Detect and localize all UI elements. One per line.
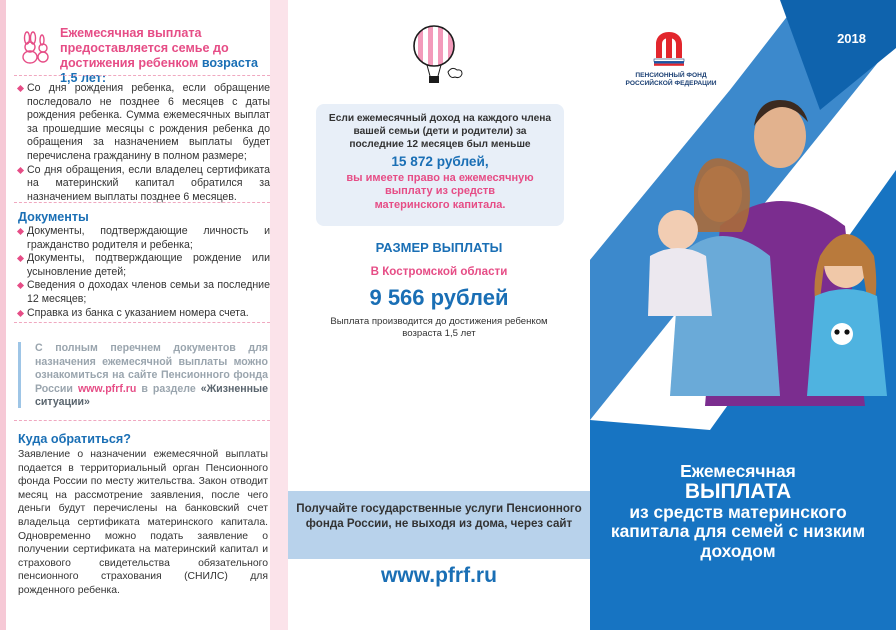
left-panel xyxy=(0,0,288,630)
list-item: Сведения о доходах членов семьи за последние 12 месяцев; xyxy=(18,279,270,306)
list-item: Документы, подтверждающие личность и гражданство родителя и ребенка; xyxy=(18,225,270,252)
payment-amount: 9 566 рублей xyxy=(369,285,509,310)
brochure-title: Ежемесячная ВЫПЛАТА из средств материнского капитала для семей с низким доходом xyxy=(610,461,866,561)
list-item: Документы, подтверждающие рождение или усыновление детей; xyxy=(18,252,270,279)
divider xyxy=(14,202,270,203)
balloon-icon xyxy=(410,22,464,92)
intro-text: Ежемесячная выплата предоставляется семье до достижения ребенком возраста 1,5 лет: xyxy=(60,26,259,85)
income-text: Если ежемесячный доход на каждого члена вашей семьи (дети и родители) за последние 12 месяцев был меньше xyxy=(328,113,552,150)
pfr-logo-icon xyxy=(650,28,688,66)
site-link[interactable]: www.pfrf.ru xyxy=(381,564,497,587)
payment-box xyxy=(298,240,580,340)
income-amount: 15 872 рублей, xyxy=(391,154,489,169)
right-panel xyxy=(590,0,896,630)
services-box: Получайте государственные услуги Пенсионного фонда России, не выходя из дома, через сайт xyxy=(288,491,590,559)
pink-edge-bar xyxy=(0,0,6,630)
documents-title: Документы xyxy=(18,210,89,224)
family-photo xyxy=(620,96,896,426)
where-title: Куда обратиться? xyxy=(18,432,131,446)
payment-title: РАЗМЕР ВЫПЛАТЫ xyxy=(375,240,503,255)
list-item: Со дня обращения, если владелец сертификата на материнский капитал обратился за назначением выплаты позднее 6 месяцев. xyxy=(18,164,270,205)
income-right-text: вы имеете право на ежемесячную выплату из средств материнского капитала. xyxy=(346,172,534,211)
documents-note: С полным перечнем документов для назначения ежемесячной выплаты можно ознакомиться на сайте Пенсионного фонда России www.pfrf.ru в разделе «Жизненные ситуации» xyxy=(18,342,268,408)
divider xyxy=(14,420,270,421)
list-item: Со дня рождения ребенка, если обращение последовало не позднее 6 месяцев с даты рождения ребенка. Сумма ежемесячных выплат за прошедшие месяцы с рождения ребенка до обращения за назначением выплаты будет перечислена гражданину в полном размере; xyxy=(18,82,270,164)
payment-note: Выплата производится до достижения ребенком возраста 1,5 лет xyxy=(330,316,548,339)
divider xyxy=(14,75,270,76)
payment-region: В Костромской области xyxy=(370,265,508,278)
where-text: Заявление о назначении ежемесячной выплаты подается в территориальный орган Пенсионного фонда России по месту жительства. Закон отводит месяц на рассмотрение заявления, после чего деньги будут перечислены на банковский счет владельца сертификата материнского капитала. Одновременно можно подать заявление о получении сертификата на материнский капитал и страхового свидетельства обязательного пенсионного страхования (СНИЛС) для рожденного ребенка. xyxy=(18,449,268,596)
income-condition-box xyxy=(316,104,564,226)
pfr-logo-text: ПЕНСИОННЫЙ ФОНД РОССИЙСКОЙ ФЕДЕРАЦИИ xyxy=(625,72,717,87)
divider xyxy=(14,322,270,323)
conditions-list xyxy=(18,82,270,204)
documents-list xyxy=(18,225,270,320)
list-item: Справка из банка с указанием номера счета. xyxy=(18,307,270,321)
middle-panel xyxy=(288,0,590,630)
site-link[interactable]: www.pfrf.ru xyxy=(77,382,137,395)
year-label: 2018 xyxy=(837,31,866,46)
bunny-icon xyxy=(16,30,52,64)
pink-fold-strip xyxy=(270,0,288,630)
